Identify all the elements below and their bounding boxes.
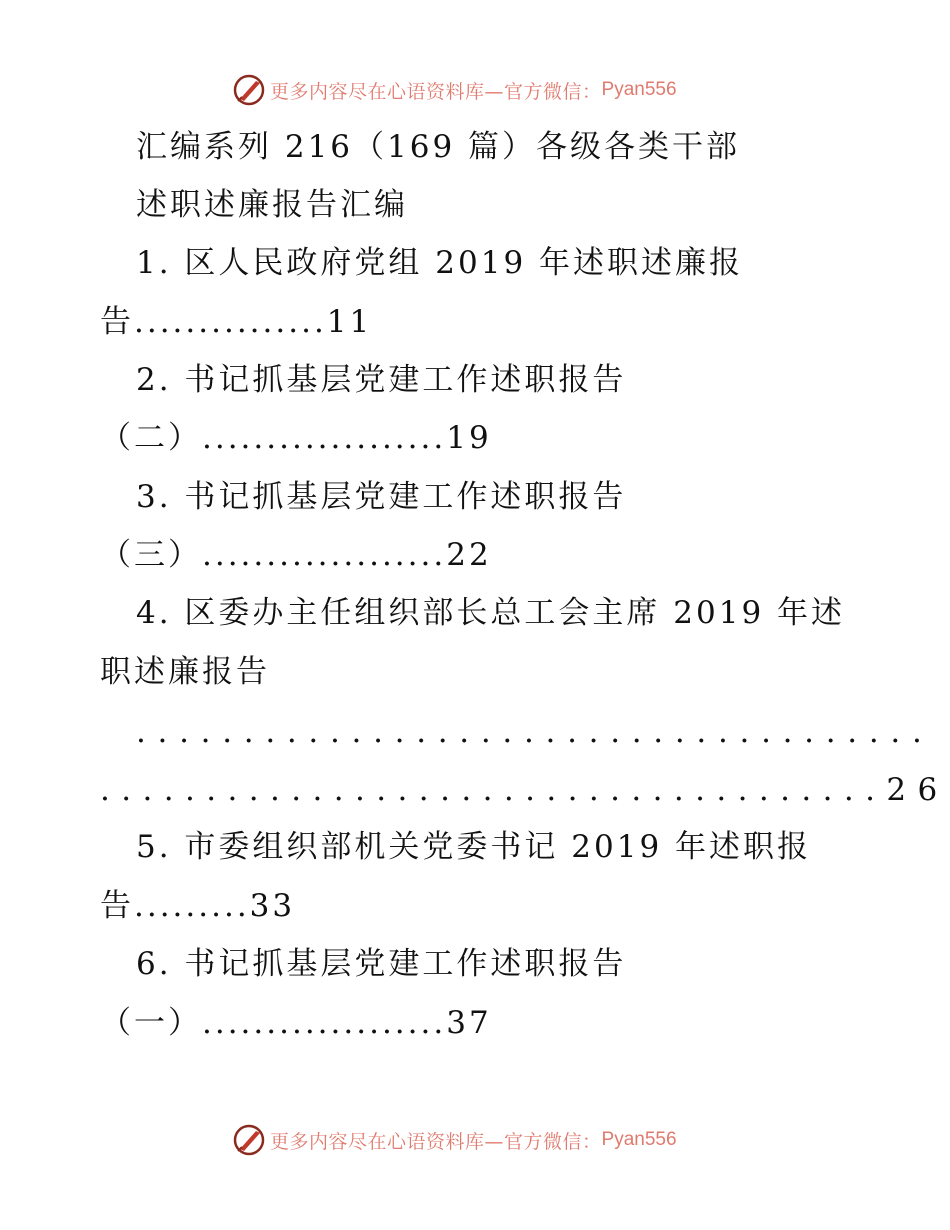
banner-wechat-id: Pyan556 bbox=[601, 1129, 677, 1150]
quill-logo-icon bbox=[232, 73, 266, 107]
banner-text: 更多内容尽在心语资料库—官方微信： bbox=[270, 1130, 602, 1153]
banner-wechat-id: Pyan556 bbox=[601, 79, 677, 100]
toc-entry-4-title-cont[interactable]: 职述廉报告 bbox=[100, 654, 270, 690]
quill-logo-icon bbox=[232, 1123, 266, 1157]
toc-entry-1-page[interactable]: 告...............11 bbox=[100, 304, 373, 340]
toc-entry-1-title[interactable]: 1. 区人民政府党组 2019 年述职述廉报 bbox=[136, 245, 744, 281]
series-title-line1: 汇编系列 216（169 篇）各级各类干部 bbox=[136, 129, 741, 165]
toc-entry-6-title[interactable]: 6. 书记抓基层党建工作述职报告 bbox=[136, 946, 627, 982]
toc-entry-4-page[interactable]: .....................................26 bbox=[100, 772, 949, 808]
series-title-line2: 述职述廉报告汇编 bbox=[136, 187, 408, 223]
toc-entry-3-title[interactable]: 3. 书记抓基层党建工作述职报告 bbox=[136, 479, 627, 515]
toc-entry-6-page[interactable]: （一）...................37 bbox=[100, 1005, 492, 1041]
header-watermark-banner bbox=[0, 70, 950, 110]
toc-entry-2-page[interactable]: （二）...................19 bbox=[100, 420, 492, 456]
toc-entry-4-title[interactable]: 4. 区委办主任组织部长总工会主席 2019 年述 bbox=[136, 595, 846, 631]
toc-entry-3-page[interactable]: （三）...................22 bbox=[100, 537, 492, 573]
toc-entry-4-leader: ..................................... bbox=[136, 714, 934, 750]
banner-text: 更多内容尽在心语资料库—官方微信： bbox=[270, 80, 602, 103]
toc-entry-5-title[interactable]: 5. 市委组织部机关党委书记 2019 年述职报 bbox=[136, 829, 812, 865]
toc-entry-5-page[interactable]: 告.........33 bbox=[100, 888, 296, 924]
toc-entry-2-title[interactable]: 2. 书记抓基层党建工作述职报告 bbox=[136, 362, 627, 398]
footer-watermark-banner bbox=[0, 1120, 950, 1160]
